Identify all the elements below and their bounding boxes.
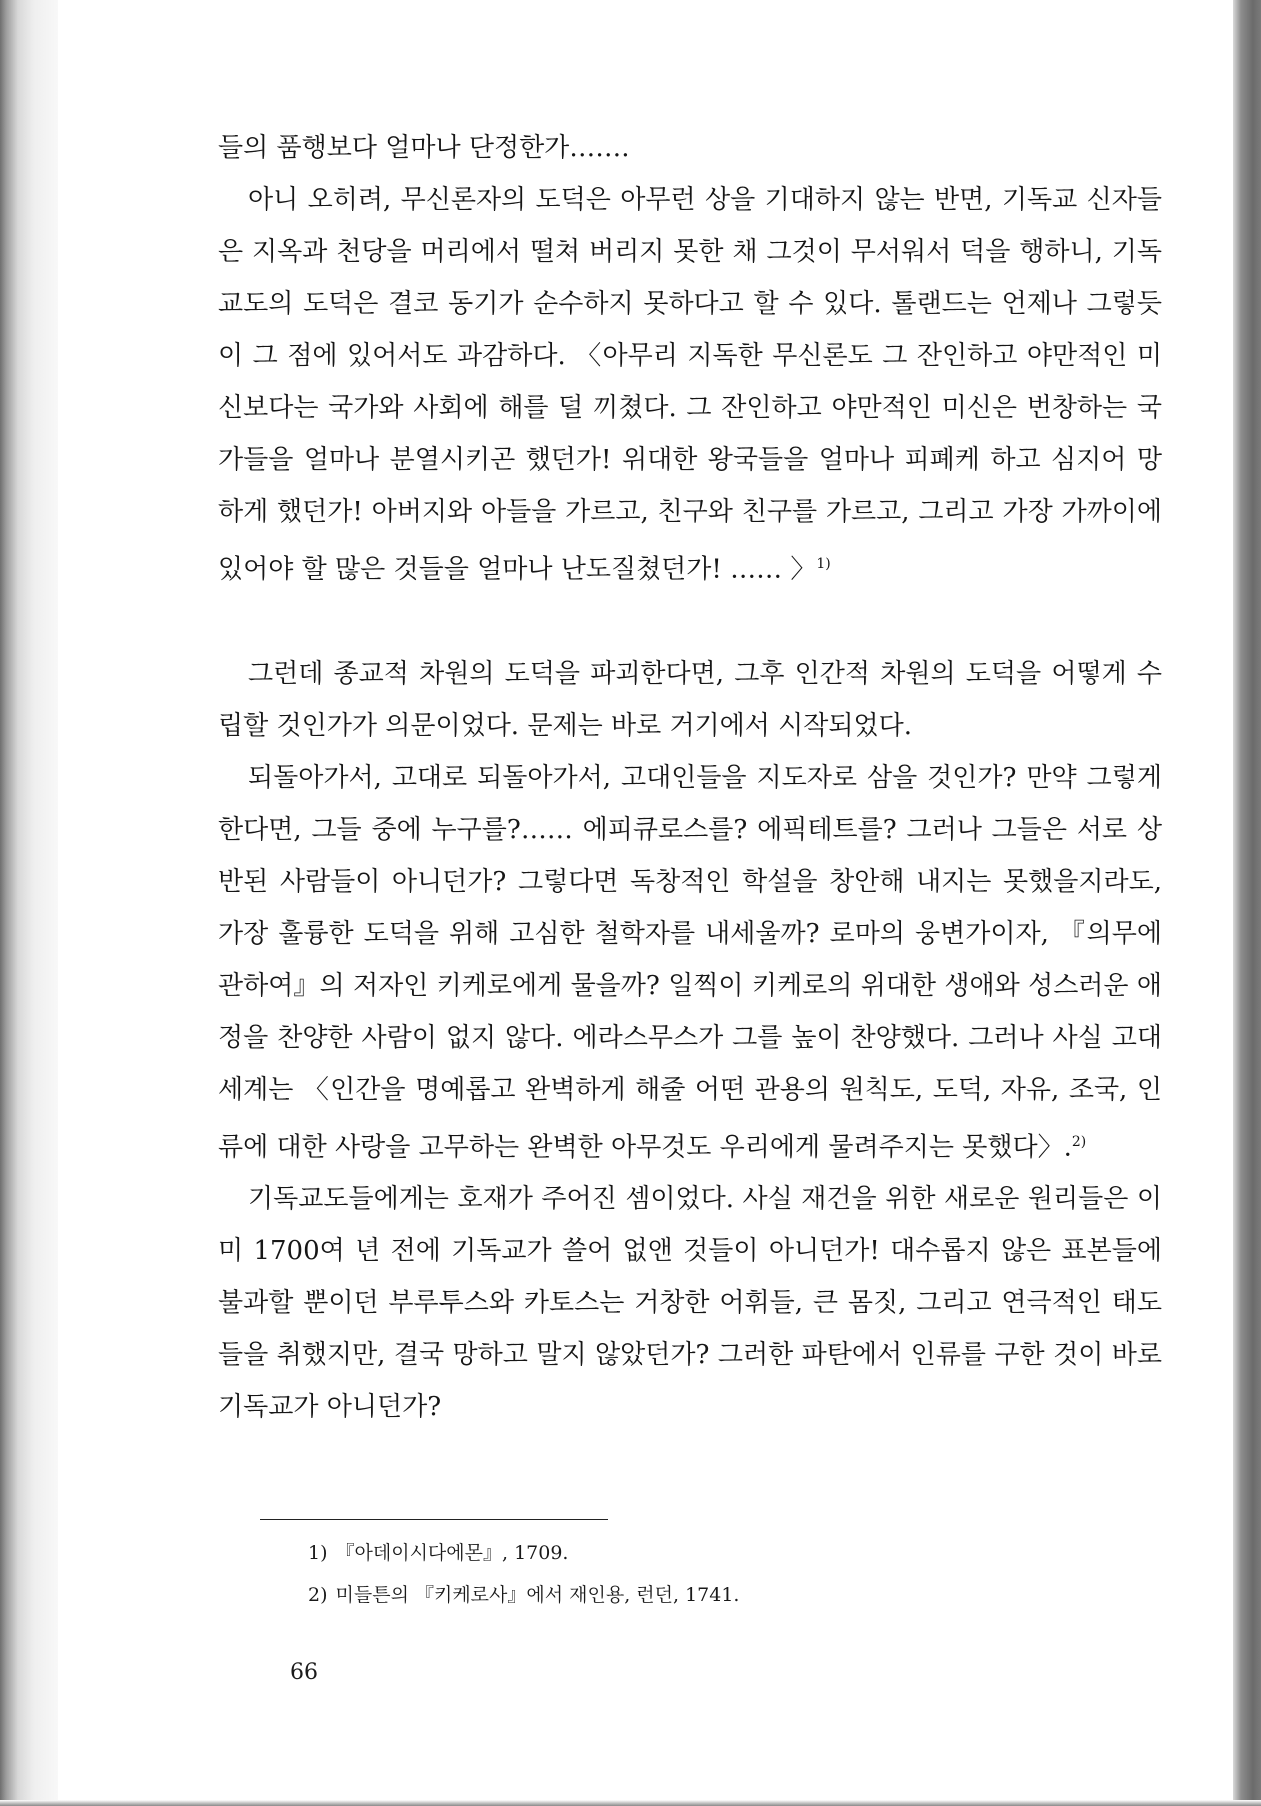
footnote-text: 미들튼의 『키케로사』에서 재인용, 런던, 1741. [335, 1584, 740, 1606]
book-page [58, 0, 1233, 1806]
note-ref-2: 2) [1071, 1133, 1087, 1150]
paragraph-ancients [218, 752, 1162, 1174]
page-left-edge-shadow [0, 0, 58, 1806]
footnote-item [308, 1532, 739, 1574]
paragraph-text: 아니 오히려, 무신론자의 도덕은 아무런 상을 기대하지 않는 반면, 기독교 신자들은 지옥과 천당을 머리에서 떨쳐 버리지 못한 채 그것이 무서워서 덕을 행하니, 기독교도의 도덕은 결코 동기가 순수하지 못하다고 할 수 있다. 톨랜드는 언제나 그렇듯이 그 점에 있어서도 과감하다. 〈아무리 지독한 무신론도 그 잔인하고 야만적인 미신보다는 국가와 사회에 해를 덜 끼쳤다. 그 잔인하고 야만적인 미신은 번창하는 국가들을 얼마나 분열시키곤 했던가! 위대한 왕국들을 얼마나 피폐케 하고 심지어 망하게 했던가! 아버지와 아들을 가르고, 친구와 친구를 가르고, 그리고 가장 가까이에 있어야 할 많은 것들을 얼마나 난도질쳤던가! …… 〉 [218, 185, 1162, 585]
page-right-gutter-shadow [1233, 0, 1261, 1806]
body-text [218, 122, 1162, 1433]
footnote-number: 2) [308, 1584, 328, 1606]
page-number: 66 [290, 1660, 318, 1685]
footnote-item [308, 1574, 739, 1616]
footnote-number: 1) [308, 1542, 328, 1564]
paragraph-toland-quote [218, 174, 1162, 596]
paragraph-text: 되돌아가서, 고대로 되돌아가서, 고대인들을 지도자로 삼을 것인가? 만약 그렇게 한다면, 그들 중에 누구를?…… 에피큐로스를? 에픽테트를? 그러나 그들은 서로 상반된 사람들이 아니던가? 그렇다면 독창적인 학설을 창안해 내지는 못했을지라도, 가장 훌륭한 도덕을 위해 고심한 철학자를 내세울까? 로마의 웅변가이자, 『의무에 관하여』의 저자인 키케로에게 물을까? 일찍이 키케로의 위대한 생애와 성스러운 애정을 찬양한 사람이 없지 않다. 에라스무스가 그를 높이 찬양했다. 그러나 사실 고대세계는 〈인간을 명예롭고 완벽하게 해줄 어떤 관용의 원칙도, 도덕, 자유, 조국, 인류에 대한 사랑을 고무하는 완벽한 아무것도 우리에게 물려주지는 못했다〉. [218, 762, 1162, 1163]
footnote-text: 『아데이시다에몬』, 1709. [335, 1542, 569, 1564]
paragraph-continuation: 들의 품행보다 얼마나 단정한가……. [218, 133, 630, 163]
footnote-divider [260, 1519, 608, 1520]
note-ref-1: 1) [816, 556, 831, 572]
page-bottom-edge [0, 1800, 1261, 1806]
paragraph-christians: 기독교도들에게는 호재가 주어진 셈이었다. 사실 재건을 위한 새로운 원리들은 이미 1700여 년 전에 기독교가 쓸어 없앤 것들이 아니던가! 대수롭지 않은 표본들에 불과할 뿐이던 부루투스와 카토스는 거창한 어휘들, 큰 몸짓, 그리고 연극적인 태도들을 취했지만, 결국 망하고 말지 않았던가? 그러한 파탄에서 인류를 구한 것이 바로 기독교가 아니던가? [218, 1184, 1162, 1423]
footnotes [308, 1532, 739, 1616]
paragraph-religious-morality: 그런데 종교적 차원의 도덕을 파괴한다면, 그후 인간적 차원의 도덕을 어떻게 수립할 것인가가 의문이었다. 문제는 바로 거기에서 시작되었다. [218, 658, 1162, 741]
